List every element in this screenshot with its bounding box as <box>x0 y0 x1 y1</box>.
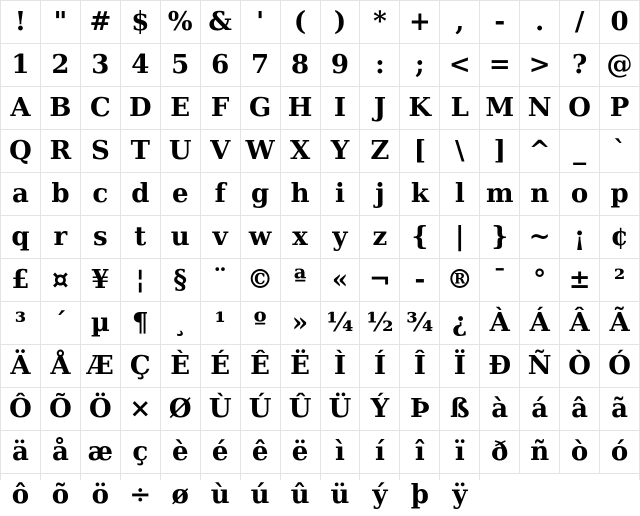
glyph-cell[interactable]: ¥ <box>81 259 120 301</box>
glyph-cell[interactable]: É <box>201 345 240 387</box>
glyph-cell[interactable]: æ <box>81 431 120 473</box>
glyph-cell[interactable]: Ñ <box>520 345 559 387</box>
glyph-cell[interactable]: ` <box>600 130 639 172</box>
glyph-cell[interactable]: Ê <box>241 345 280 387</box>
glyph-cell[interactable]: ¦ <box>121 259 160 301</box>
glyph-cell[interactable]: Æ <box>81 345 120 387</box>
glyph-cell[interactable]: ¡ <box>560 216 599 258</box>
glyph-cell[interactable]: õ <box>41 474 80 516</box>
glyph-cell[interactable]: ° <box>520 259 559 301</box>
glyph-cell[interactable]: Y <box>321 130 360 172</box>
glyph-cell[interactable]: y <box>321 216 360 258</box>
glyph-cell[interactable]: è <box>161 431 200 473</box>
glyph-cell[interactable]: ´ <box>41 302 80 344</box>
glyph-cell[interactable]: - <box>480 1 519 43</box>
glyph-cell[interactable]: ® <box>440 259 479 301</box>
glyph-cell[interactable]: Ì <box>321 345 360 387</box>
glyph-cell[interactable]: ^ <box>520 130 559 172</box>
glyph-cell[interactable]: 4 <box>121 44 160 86</box>
glyph-cell[interactable]: ¨ <box>201 259 240 301</box>
glyph-cell[interactable]: « <box>321 259 360 301</box>
glyph-cell[interactable]: w <box>241 216 280 258</box>
glyph-cell[interactable]: 6 <box>201 44 240 86</box>
glyph-cell[interactable]: ( <box>281 1 320 43</box>
glyph-cell[interactable]: Ç <box>121 345 160 387</box>
glyph-cell[interactable]: ú <box>241 474 280 516</box>
glyph-cell[interactable]: & <box>201 1 240 43</box>
glyph-cell[interactable]: µ <box>81 302 120 344</box>
glyph-cell[interactable]: Ó <box>600 345 639 387</box>
glyph-cell[interactable]: â <box>560 388 599 430</box>
glyph-cell[interactable]: 7 <box>241 44 280 86</box>
glyph-cell[interactable]: º <box>241 302 280 344</box>
glyph-cell[interactable]: ' <box>241 1 280 43</box>
glyph-cell[interactable]: @ <box>600 44 639 86</box>
glyph-cell[interactable]: < <box>440 44 479 86</box>
glyph-cell[interactable]: þ <box>400 474 439 516</box>
glyph-cell[interactable]: é <box>201 431 240 473</box>
glyph-cell[interactable]: [ <box>400 130 439 172</box>
glyph-cell[interactable]: ÷ <box>121 474 160 516</box>
glyph-cell[interactable]: » <box>281 302 320 344</box>
glyph-cell[interactable]: : <box>360 44 399 86</box>
glyph-cell[interactable]: È <box>161 345 200 387</box>
glyph-cell[interactable]: Ü <box>321 388 360 430</box>
glyph-cell[interactable]: Ý <box>360 388 399 430</box>
glyph-cell[interactable]: ) <box>321 1 360 43</box>
glyph-cell[interactable]: L <box>440 87 479 129</box>
glyph-cell[interactable]: Ö <box>81 388 120 430</box>
glyph-cell[interactable]: Ô <box>1 388 40 430</box>
glyph-cell[interactable]: e <box>161 173 200 215</box>
glyph-cell[interactable]: ó <box>600 431 639 473</box>
glyph-cell[interactable]: \ <box>440 130 479 172</box>
glyph-cell[interactable]: ¼ <box>321 302 360 344</box>
glyph-cell[interactable]: i <box>321 173 360 215</box>
glyph-cell[interactable]: P <box>600 87 639 129</box>
glyph-cell[interactable]: J <box>360 87 399 129</box>
glyph-cell[interactable]: ë <box>281 431 320 473</box>
glyph-cell[interactable]: Ò <box>560 345 599 387</box>
glyph-cell[interactable]: M <box>480 87 519 129</box>
glyph-cell[interactable]: H <box>281 87 320 129</box>
glyph-cell[interactable]: ¬ <box>360 259 399 301</box>
glyph-cell[interactable]: 3 <box>81 44 120 86</box>
glyph-cell[interactable]: q <box>1 216 40 258</box>
glyph-cell[interactable]: ¢ <box>600 216 639 258</box>
glyph-cell[interactable]: x <box>281 216 320 258</box>
glyph-cell[interactable]: 5 <box>161 44 200 86</box>
glyph-cell[interactable]: ½ <box>360 302 399 344</box>
glyph-cell[interactable]: I <box>321 87 360 129</box>
glyph-cell[interactable]: % <box>161 1 200 43</box>
glyph-cell[interactable]: Ï <box>440 345 479 387</box>
glyph-cell[interactable]: u <box>161 216 200 258</box>
glyph-cell[interactable]: Þ <box>400 388 439 430</box>
glyph-cell[interactable]: £ <box>1 259 40 301</box>
glyph-cell[interactable]: Á <box>520 302 559 344</box>
glyph-cell[interactable]: d <box>121 173 160 215</box>
glyph-cell[interactable]: ý <box>360 474 399 516</box>
glyph-cell[interactable]: k <box>400 173 439 215</box>
glyph-cell[interactable]: å <box>41 431 80 473</box>
glyph-cell[interactable]: Ú <box>241 388 280 430</box>
glyph-cell[interactable]: C <box>81 87 120 129</box>
glyph-cell[interactable]: v <box>201 216 240 258</box>
glyph-cell[interactable]: Ã <box>600 302 639 344</box>
glyph-cell[interactable]: N <box>520 87 559 129</box>
glyph-cell[interactable]: Ë <box>281 345 320 387</box>
glyph-cell[interactable]: ü <box>321 474 360 516</box>
glyph-cell[interactable]: . <box>520 1 559 43</box>
glyph-cell[interactable]: r <box>41 216 80 258</box>
glyph-cell[interactable]: " <box>41 1 80 43</box>
glyph-cell[interactable]: ~ <box>520 216 559 258</box>
glyph-cell[interactable]: ² <box>600 259 639 301</box>
glyph-cell[interactable]: 2 <box>41 44 80 86</box>
glyph-cell[interactable]: 8 <box>281 44 320 86</box>
glyph-cell[interactable]: ª <box>281 259 320 301</box>
glyph-cell[interactable]: Í <box>360 345 399 387</box>
glyph-cell[interactable]: T <box>121 130 160 172</box>
glyph-cell[interactable]: Ù <box>201 388 240 430</box>
glyph-cell[interactable]: Õ <box>41 388 80 430</box>
glyph-cell[interactable]: Â <box>560 302 599 344</box>
glyph-cell[interactable]: z <box>360 216 399 258</box>
glyph-cell[interactable]: _ <box>560 130 599 172</box>
glyph-cell[interactable]: F <box>201 87 240 129</box>
glyph-cell[interactable]: ; <box>400 44 439 86</box>
glyph-cell[interactable]: h <box>281 173 320 215</box>
glyph-cell[interactable]: ê <box>241 431 280 473</box>
glyph-cell[interactable]: ä <box>1 431 40 473</box>
glyph-cell[interactable]: * <box>360 1 399 43</box>
empty-area <box>480 474 639 516</box>
glyph-cell[interactable]: Ø <box>161 388 200 430</box>
glyph-cell[interactable]: # <box>81 1 120 43</box>
glyph-cell[interactable]: ï <box>440 431 479 473</box>
glyph-cell[interactable]: ¿ <box>440 302 479 344</box>
glyph-cell[interactable]: V <box>201 130 240 172</box>
glyph-cell[interactable]: - <box>400 259 439 301</box>
glyph-cell[interactable]: K <box>400 87 439 129</box>
glyph-cell[interactable]: A <box>1 87 40 129</box>
glyph-cell[interactable]: | <box>440 216 479 258</box>
glyph-cell[interactable]: Ä <box>1 345 40 387</box>
glyph-cell[interactable]: } <box>480 216 519 258</box>
glyph-cell[interactable]: 1 <box>1 44 40 86</box>
glyph-cell[interactable]: ò <box>560 431 599 473</box>
glyph-cell[interactable]: B <box>41 87 80 129</box>
glyph-cell[interactable]: g <box>241 173 280 215</box>
glyph-cell[interactable]: § <box>161 259 200 301</box>
glyph-cell[interactable]: O <box>560 87 599 129</box>
glyph-cell[interactable]: $ <box>121 1 160 43</box>
glyph-cell[interactable]: ¹ <box>201 302 240 344</box>
glyph-cell[interactable]: ù <box>201 474 240 516</box>
glyph-cell[interactable]: b <box>41 173 80 215</box>
glyph-cell[interactable]: 9 <box>321 44 360 86</box>
glyph-cell[interactable]: ì <box>321 431 360 473</box>
glyph-cell[interactable]: W <box>241 130 280 172</box>
glyph-cell[interactable]: ç <box>121 431 160 473</box>
glyph-cell[interactable]: î <box>400 431 439 473</box>
glyph-cell[interactable]: û <box>281 474 320 516</box>
glyph-cell[interactable]: j <box>360 173 399 215</box>
glyph-cell[interactable]: > <box>520 44 559 86</box>
glyph-cell[interactable]: ô <box>1 474 40 516</box>
glyph-cell[interactable]: s <box>81 216 120 258</box>
glyph-cell[interactable]: l <box>440 173 479 215</box>
glyph-cell[interactable]: ß <box>440 388 479 430</box>
glyph-cell[interactable]: ö <box>81 474 120 516</box>
glyph-cell[interactable]: / <box>560 1 599 43</box>
glyph-cell[interactable]: ] <box>480 130 519 172</box>
glyph-cell[interactable]: ¶ <box>121 302 160 344</box>
glyph-cell[interactable]: ± <box>560 259 599 301</box>
glyph-cell[interactable]: © <box>241 259 280 301</box>
glyph-cell[interactable]: Å <box>41 345 80 387</box>
glyph-cell[interactable]: = <box>480 44 519 86</box>
glyph-cell[interactable]: m <box>480 173 519 215</box>
glyph-cell[interactable]: U <box>161 130 200 172</box>
glyph-cell[interactable]: Q <box>1 130 40 172</box>
glyph-cell[interactable]: n <box>520 173 559 215</box>
glyph-cell[interactable]: { <box>400 216 439 258</box>
glyph-cell[interactable]: í <box>360 431 399 473</box>
glyph-cell[interactable]: p <box>600 173 639 215</box>
glyph-cell[interactable]: ! <box>1 1 40 43</box>
glyph-cell[interactable]: ¯ <box>480 259 519 301</box>
glyph-cell[interactable]: ¾ <box>400 302 439 344</box>
glyph-cell[interactable]: Ð <box>480 345 519 387</box>
glyph-cell[interactable]: ø <box>161 474 200 516</box>
glyph-cell[interactable]: E <box>161 87 200 129</box>
glyph-cell[interactable]: + <box>400 1 439 43</box>
glyph-cell[interactable]: Û <box>281 388 320 430</box>
glyph-cell[interactable]: á <box>520 388 559 430</box>
glyph-cell[interactable]: a <box>1 173 40 215</box>
glyph-cell[interactable]: R <box>41 130 80 172</box>
glyph-cell[interactable]: à <box>480 388 519 430</box>
glyph-cell[interactable]: ã <box>600 388 639 430</box>
glyph-cell[interactable]: ³ <box>1 302 40 344</box>
glyph-cell[interactable]: Z <box>360 130 399 172</box>
glyph-cell[interactable]: ÿ <box>440 474 479 516</box>
glyph-cell[interactable]: 0 <box>600 1 639 43</box>
glyph-cell[interactable]: ? <box>560 44 599 86</box>
glyph-cell[interactable]: c <box>81 173 120 215</box>
glyph-cell[interactable]: G <box>241 87 280 129</box>
glyph-cell[interactable]: t <box>121 216 160 258</box>
glyph-cell[interactable]: o <box>560 173 599 215</box>
glyph-cell[interactable]: À <box>480 302 519 344</box>
glyph-cell[interactable]: , <box>440 1 479 43</box>
glyph-cell[interactable]: × <box>121 388 160 430</box>
glyph-cell[interactable]: S <box>81 130 120 172</box>
glyph-cell[interactable]: ¤ <box>41 259 80 301</box>
glyph-cell[interactable]: D <box>121 87 160 129</box>
glyph-cell[interactable]: f <box>201 173 240 215</box>
glyph-cell[interactable]: ð <box>480 431 519 473</box>
glyph-cell[interactable]: ¸ <box>161 302 200 344</box>
glyph-cell[interactable]: X <box>281 130 320 172</box>
glyph-cell[interactable]: Î <box>400 345 439 387</box>
glyph-cell[interactable]: ñ <box>520 431 559 473</box>
